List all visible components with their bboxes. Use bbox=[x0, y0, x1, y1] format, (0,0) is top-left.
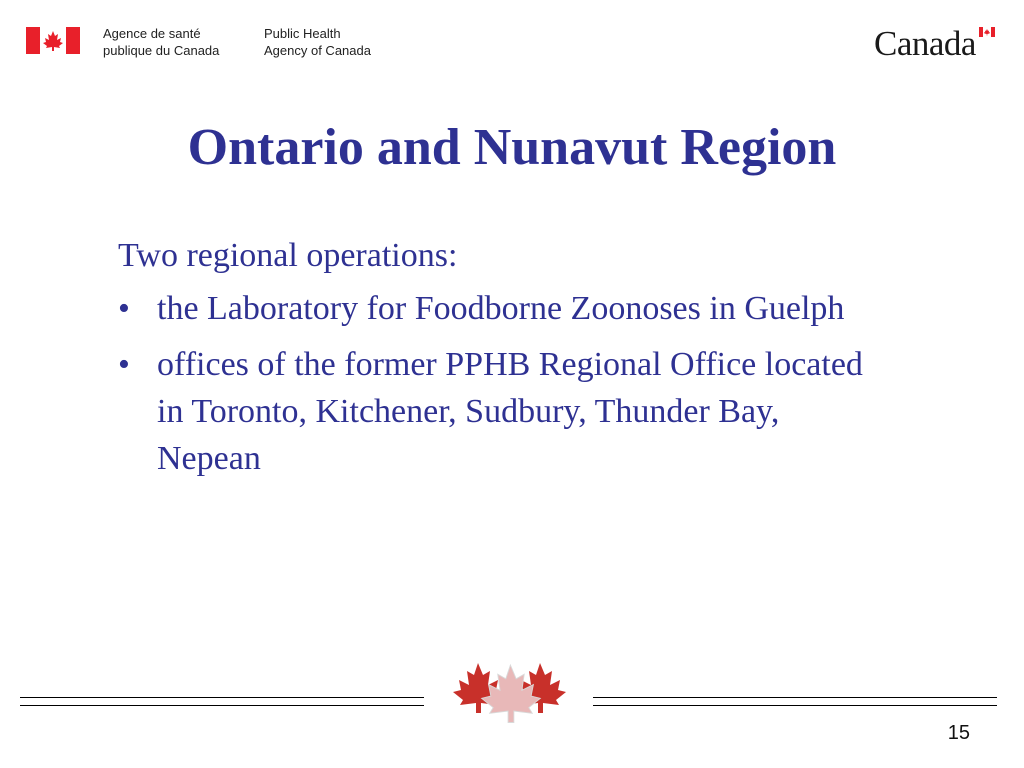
department-name-en: Public Health Agency of Canada bbox=[264, 26, 371, 58]
slide-title: Ontario and Nunavut Region bbox=[187, 119, 837, 176]
bullet-glyph: • bbox=[118, 290, 130, 327]
slide-body bbox=[118, 232, 878, 491]
wordmark-flag-icon bbox=[979, 27, 995, 37]
bullet-text: offices of the former PPHB Regional Office located in Toronto, Kitchener, Sudbury, Thunder Bay, Nepean bbox=[157, 346, 863, 477]
header bbox=[0, 0, 1024, 70]
department-name-fr: Agence de santé publique du Canada bbox=[103, 26, 220, 58]
bullet-text: the Laboratory for Foodborne Zoonoses in Guelph bbox=[157, 290, 845, 327]
footer-rule-left bbox=[20, 697, 424, 706]
bullet-item bbox=[118, 285, 878, 332]
page-number: 15 bbox=[947, 722, 970, 744]
canada-wordmark: Canada bbox=[874, 24, 976, 63]
bullet-item bbox=[118, 341, 878, 482]
maple-leaves-icon bbox=[438, 655, 580, 739]
bullet-list bbox=[118, 285, 878, 482]
canada-flag-icon bbox=[26, 27, 80, 54]
intro-text: Two regional operations: bbox=[118, 237, 458, 274]
footer-rule-right bbox=[593, 697, 997, 706]
bullet-glyph: • bbox=[118, 346, 130, 383]
